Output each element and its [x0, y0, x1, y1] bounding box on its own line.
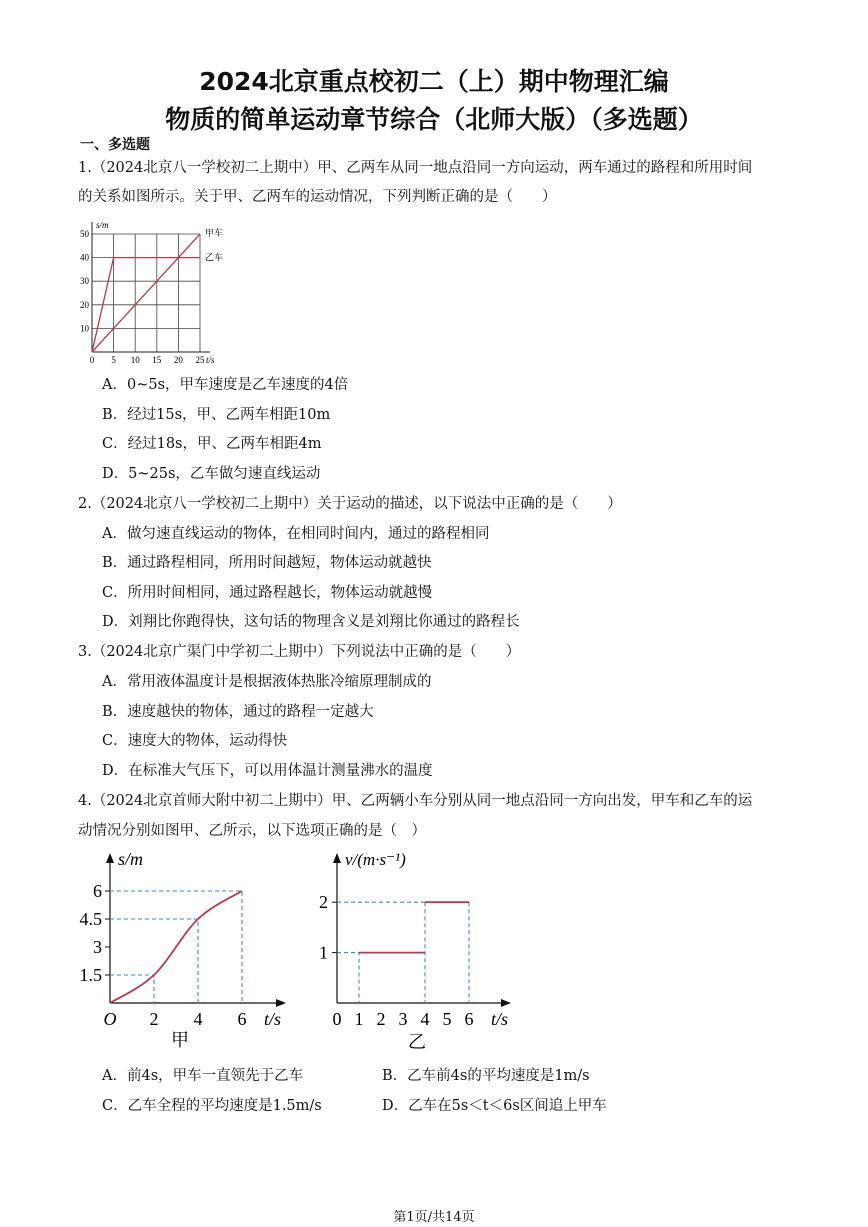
y-tick-label: 10 — [80, 323, 89, 334]
q3-option-d: D．在标准大气压下，可以用体温计测量沸水的温度 — [102, 763, 433, 779]
q2-option-d: D．刘翔比你跑得快，这句话的物理含义是刘翔比你通过的路程长 — [102, 614, 520, 630]
q4-option-d: D．乙车在5s＜t＜6s区间追上甲车 — [382, 1098, 607, 1114]
x-tick-label: 6 — [464, 1009, 474, 1029]
y-tick-label: 1.5 — [79, 965, 102, 985]
x-tick-label: 15 — [152, 355, 162, 365]
y-tick-label: 50 — [80, 229, 89, 239]
x-tick-label: 5 — [111, 355, 116, 365]
y-axis-label: v/(m·s⁻¹) — [345, 850, 406, 869]
chart-caption: 甲 — [171, 1030, 189, 1050]
q1-chart — [78, 220, 238, 368]
q2-option-c: C．所用时间相同，通过路程越长，物体运动就越慢 — [102, 585, 433, 601]
y-axis-label: s/m — [96, 220, 109, 230]
y-tick-label: 4.5 — [79, 909, 102, 929]
q1-option-c: C．经过18s，甲、乙两车相距4m — [102, 436, 322, 452]
x-tick-label: 0 — [332, 1009, 342, 1029]
series-label: 甲车 — [205, 228, 224, 238]
q3-option-c: C．速度大的物体，运动得快 — [102, 733, 288, 749]
y-tick-label: 3 — [93, 937, 102, 957]
q2-option-a: A．做匀速直线运动的物体，在相同时间内，通过的路程相同 — [102, 526, 490, 542]
q1-option-d: D．5~25s，乙车做匀速直线运动 — [102, 466, 321, 482]
q2-option-b: B．通过路程相同，所用时间越短，物体运动就越快 — [102, 555, 432, 571]
x-tick-label: 5 — [442, 1009, 452, 1029]
q4-stem-line2: 动情况分别如图甲、乙所示，以下选项正确的是（ ） — [78, 823, 426, 839]
x-axis-label: t/s — [264, 1009, 282, 1029]
doc-title-line2: 物质的简单运动章节综合（北师大版）（多选题） — [165, 105, 703, 134]
q4-chart-jia — [78, 845, 293, 1055]
x-tick-label: 6 — [237, 1009, 247, 1029]
x-tick-label: O — [103, 1009, 117, 1029]
q1-option-b: B．经过15s，甲、乙两车相距10m — [102, 407, 331, 423]
series-curve — [110, 891, 242, 1003]
q4-stem-line1: 4.（2024北京首师大附中初二上期中）甲、乙两辆小车分别从同一地点沿同一方向出发，甲车和乙车的运 — [78, 793, 753, 809]
y-tick-label: 2 — [319, 892, 328, 913]
x-tick-label: 2 — [376, 1009, 386, 1029]
x-axis-arrow — [501, 999, 511, 1007]
x-tick-label: 3 — [398, 1009, 408, 1029]
series-label: 乙车 — [205, 252, 224, 263]
series-line-0 — [92, 234, 200, 352]
y-axis-arrow — [106, 853, 114, 863]
q3-stem: 3.（2024北京广渠门中学初二上期中）下列说法中正确的是（ ） — [78, 644, 521, 660]
q4-option-a: A．前4s，甲车一直领先于乙车 — [102, 1068, 304, 1084]
q1-stem-line2: 的关系如图所示。关于甲、乙两车的运动情况，下列判断正确的是（ ） — [78, 189, 557, 205]
x-tick-label: 10 — [130, 355, 140, 365]
q1-option-a: A．0~5s，甲车速度是乙车速度的4倍 — [102, 377, 349, 393]
x-tick-label: 1 — [354, 1009, 364, 1029]
x-tick-label: 4 — [420, 1009, 430, 1029]
y-axis-arrow — [333, 853, 341, 863]
x-tick-label: 20 — [173, 355, 183, 365]
y-tick-label: 40 — [80, 252, 89, 263]
y-axis-label: s/m — [118, 849, 144, 869]
q3-option-b: B．速度越快的物体，通过的路程一定越大 — [102, 704, 374, 720]
x-tick-label: 2 — [149, 1009, 159, 1029]
page-footer: 第1页/共14页 — [393, 1210, 475, 1225]
q2-stem: 2.（2024北京八一学校初二上期中）关于运动的描述，以下说法中正确的是（ ） — [78, 496, 622, 512]
doc-title-line1: 2024北京重点校初二（上）期中物理汇编 — [199, 67, 669, 96]
q4-option-b: B．乙车前4s的平均速度是1m/s — [382, 1068, 590, 1084]
x-axis-label: t/s — [206, 355, 215, 365]
y-tick-label: 30 — [80, 276, 89, 287]
x-tick-label: 25 — [195, 355, 205, 365]
x-tick-label: 0 — [89, 355, 95, 365]
x-tick-label: 4 — [193, 1009, 203, 1029]
chart-caption: 乙 — [408, 1032, 426, 1052]
y-tick-label: 20 — [80, 299, 89, 310]
x-axis-arrow — [276, 999, 286, 1007]
guide-dashed — [337, 953, 359, 1003]
q4-chart-yi — [315, 845, 530, 1055]
q3-option-a: A．常用液体温度计是根据液体热胀冷缩原理制成的 — [102, 674, 432, 690]
q4-option-c: C．乙车全程的平均速度是1.5m/s — [102, 1098, 322, 1114]
x-axis-label: t/s — [491, 1009, 509, 1029]
q1-stem-line1: 1.（2024北京八一学校初二上期中）甲、乙两车从同一地点沿同一方向运动，两车通过的路程和所用时间 — [78, 160, 753, 176]
y-tick-label: 6 — [93, 881, 102, 901]
y-tick-label: 1 — [319, 942, 328, 963]
section-heading: 一、多选题 — [80, 137, 150, 153]
